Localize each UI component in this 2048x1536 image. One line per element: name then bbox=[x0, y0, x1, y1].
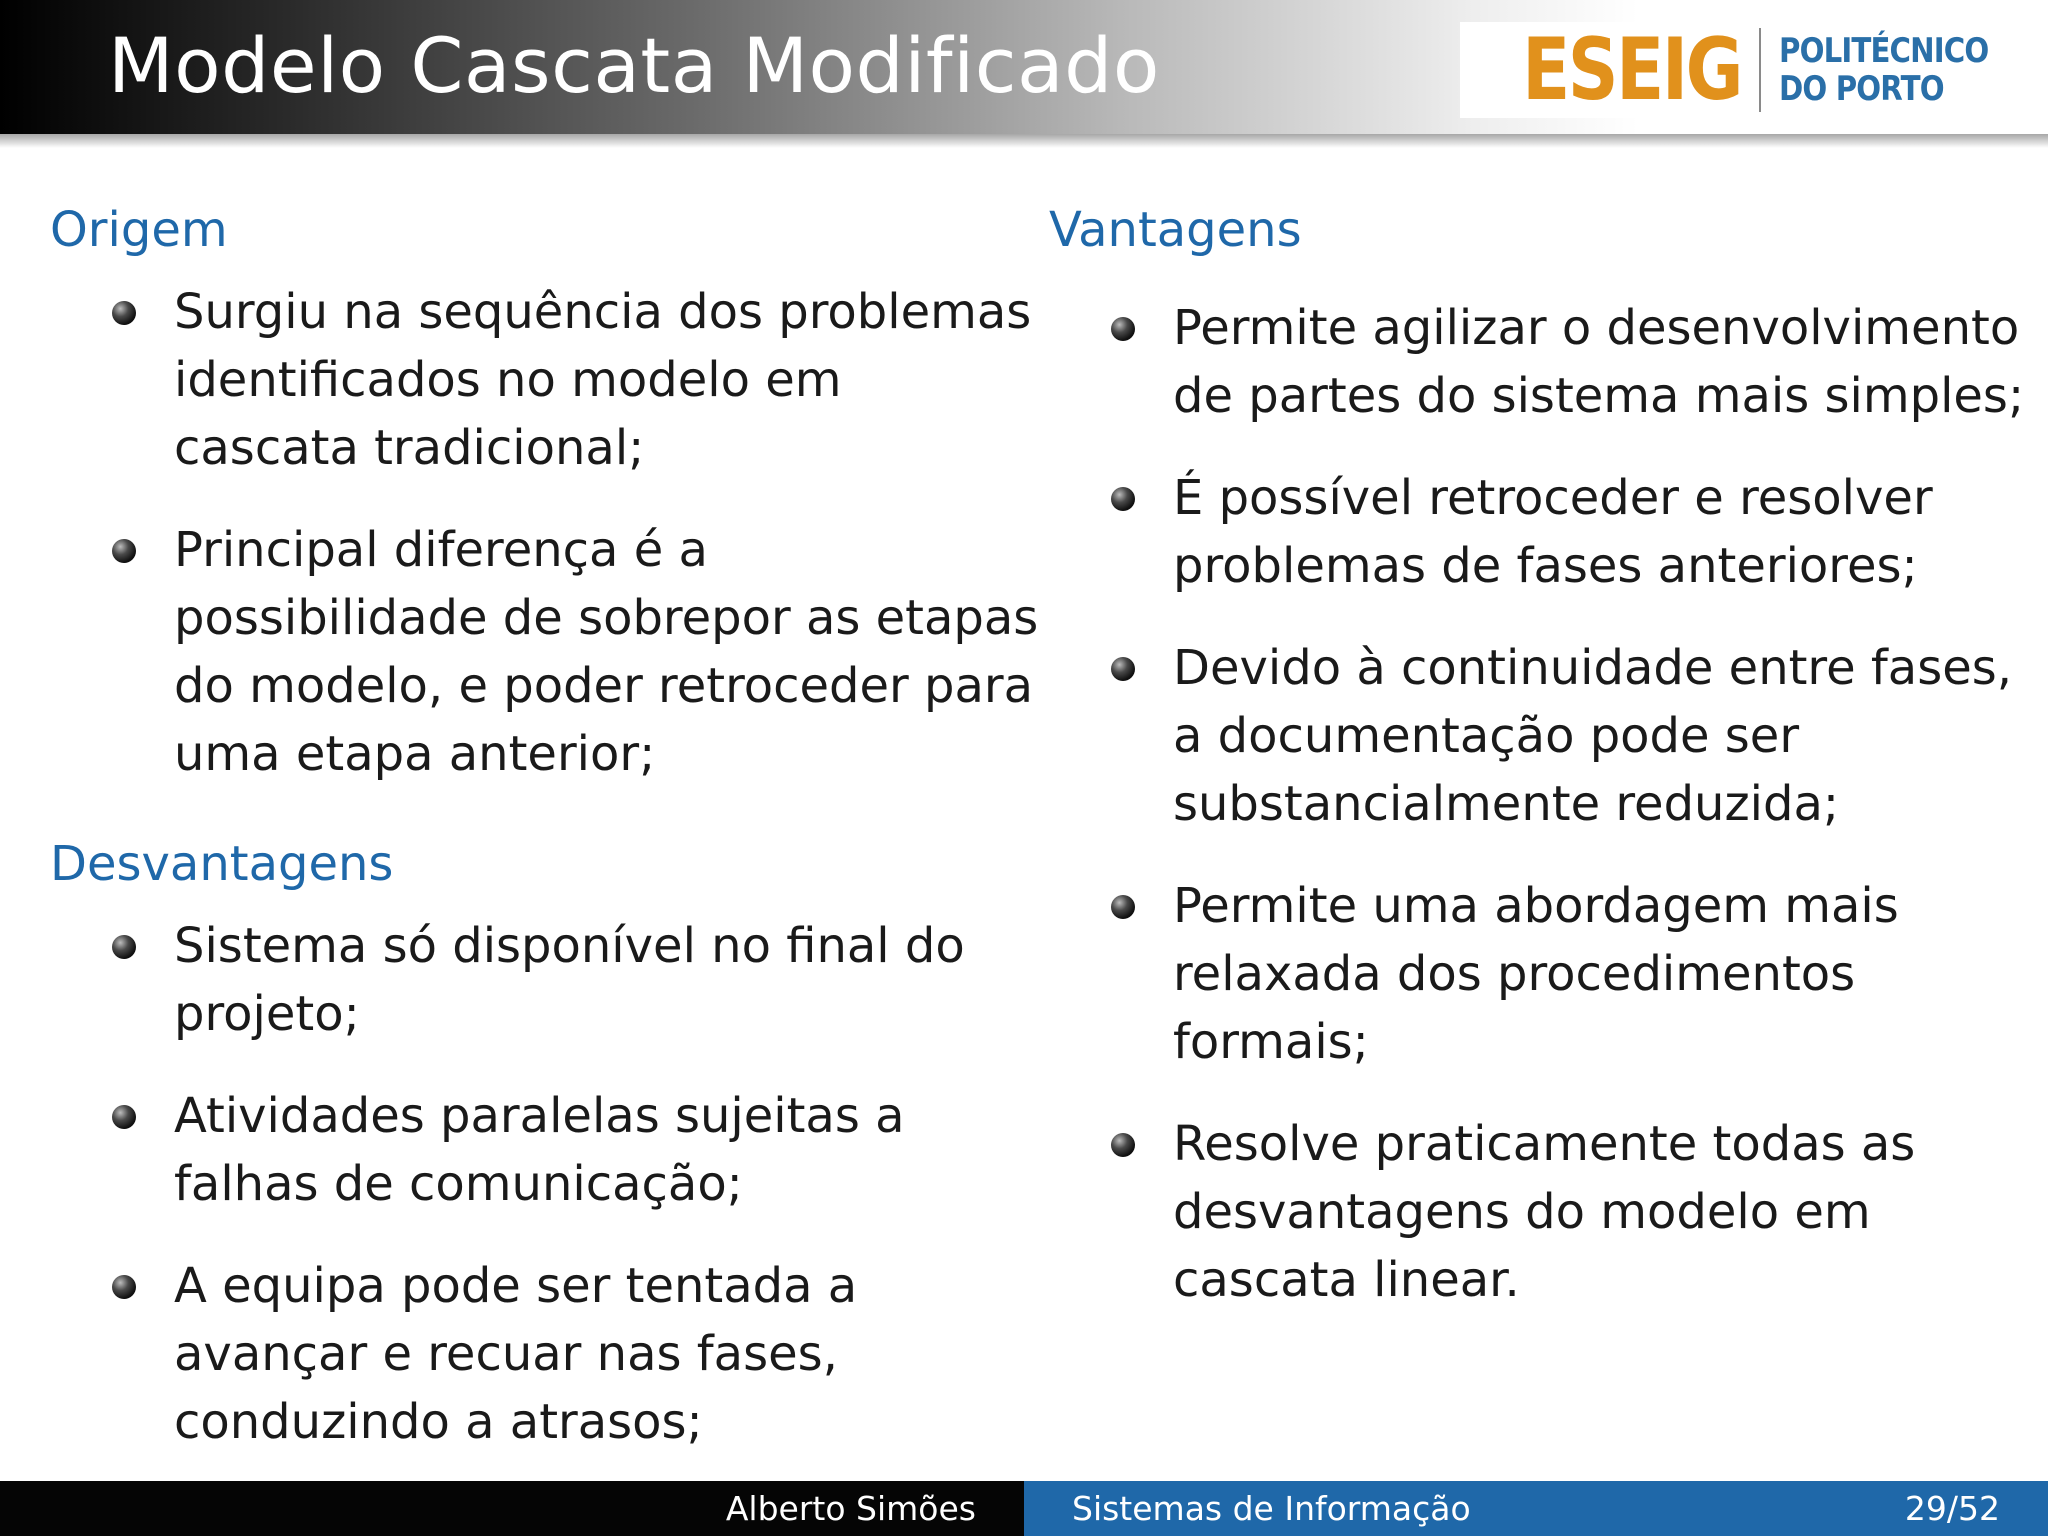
footer-course: Sistemas de Informação bbox=[1072, 1489, 1471, 1528]
bullet-ball-icon bbox=[112, 1105, 136, 1129]
logo-subtitle-line-1: POLITÉCNICO bbox=[1778, 31, 1988, 71]
bullet-text-line: de partes do sistema mais simples; bbox=[1173, 368, 2025, 424]
page-number: 29/52 bbox=[1904, 1489, 2000, 1528]
bullet-item bbox=[1049, 294, 2025, 430]
bullet-text-line: Resolve praticamente todas as bbox=[1173, 1116, 1916, 1172]
bullet-ball-icon bbox=[1111, 487, 1135, 511]
bullet-item bbox=[50, 912, 1010, 1048]
bullet-ball-icon bbox=[112, 539, 136, 563]
footer-course-bar bbox=[1024, 1481, 2048, 1536]
bullet-list bbox=[50, 912, 1010, 1456]
bullet-text-line: cascata linear. bbox=[1173, 1252, 1520, 1308]
section-heading: Vantagens bbox=[1049, 202, 1302, 258]
bullet-item bbox=[1049, 872, 2009, 1076]
bullet-text-line: substancialmente reduzida; bbox=[1173, 776, 1840, 832]
bullet-ball-icon bbox=[1111, 1133, 1135, 1157]
bullet-item bbox=[1049, 634, 2013, 838]
bullet-text-line: Devido à continuidade entre fases, bbox=[1173, 640, 2013, 696]
institution-logo bbox=[1460, 22, 2027, 118]
bullet-ball-icon bbox=[1111, 895, 1135, 919]
section-heading: Desvantagens bbox=[50, 836, 394, 892]
bullet-text-line: falhas de comunicação; bbox=[174, 1156, 743, 1212]
bullet-text-line: Permite uma abordagem mais bbox=[1173, 878, 1899, 934]
bullet-text-line: Sistema só disponível no final do bbox=[174, 918, 965, 974]
right-column bbox=[1049, 196, 2025, 1314]
section-heading: Origem bbox=[50, 202, 228, 258]
bullet-text-line: avançar e recuar nas fases, bbox=[174, 1326, 838, 1382]
slide-title: Modelo Cascata Modificado bbox=[108, 21, 1160, 110]
bullet-text-line: desvantagens do modelo em bbox=[1173, 1184, 1871, 1240]
bullet-list bbox=[50, 278, 1039, 788]
bullet-item bbox=[50, 1252, 1010, 1456]
section-origem bbox=[50, 196, 1039, 788]
bullet-text-line: Surgiu na sequência dos problemas bbox=[174, 284, 1032, 340]
section-vantagens bbox=[1049, 196, 2025, 1314]
bullet-item bbox=[50, 1082, 1010, 1218]
bullet-text-line: uma etapa anterior; bbox=[174, 726, 656, 782]
bullet-text-line: identificados no modelo em bbox=[174, 352, 842, 408]
bullet-ball-icon bbox=[112, 935, 136, 959]
bullet-text-line: do modelo, e poder retroceder para bbox=[174, 658, 1034, 714]
bullet-ball-icon bbox=[1111, 317, 1135, 341]
logo-subtitle bbox=[1779, 32, 1988, 108]
bullet-text-line: A equipa pode ser tentada a bbox=[174, 1258, 858, 1314]
logo-subtitle-line-2: DO PORTO bbox=[1778, 69, 1944, 109]
bullet-item bbox=[1049, 1110, 2009, 1314]
bullet-ball-icon bbox=[112, 1275, 136, 1299]
bullet-text-line: a documentação pode ser bbox=[1173, 708, 1800, 764]
bullet-text-line: relaxada dos procedimentos bbox=[1173, 946, 1856, 1002]
slide-footer bbox=[0, 1481, 2048, 1536]
bullet-text-line: possibilidade de sobrepor as etapas bbox=[174, 590, 1039, 646]
bullet-item bbox=[50, 516, 1039, 788]
title-bar-shadow bbox=[0, 134, 2048, 148]
logo-divider bbox=[1759, 28, 1761, 112]
bullet-ball-icon bbox=[112, 301, 136, 325]
bullet-list bbox=[1049, 294, 2025, 1314]
bullet-text-line: formais; bbox=[1173, 1014, 1369, 1070]
section-desvantagens bbox=[50, 830, 1010, 1456]
left-column bbox=[50, 196, 1039, 1456]
bullet-text-line: Principal diferença é a bbox=[174, 522, 708, 578]
bullet-ball-icon bbox=[1111, 657, 1135, 681]
bullet-text-line: problemas de fases anteriores; bbox=[1173, 538, 1918, 594]
bullet-text-line: cascata tradicional; bbox=[174, 420, 645, 476]
logo-wordmark: ESEIG bbox=[1521, 20, 1741, 120]
bullet-item bbox=[1049, 464, 2009, 600]
bullet-text-line: É possível retroceder e resolver bbox=[1173, 470, 1933, 526]
bullet-text-line: Atividades paralelas sujeitas a bbox=[174, 1088, 905, 1144]
bullet-text-line: conduzindo a atrasos; bbox=[174, 1394, 703, 1450]
bullet-text-line: Permite agilizar o desenvolvimento bbox=[1173, 300, 2020, 356]
bullet-text-line: projeto; bbox=[174, 986, 360, 1042]
footer-author: Alberto Simões bbox=[0, 1481, 1024, 1536]
bullet-item bbox=[50, 278, 1032, 482]
